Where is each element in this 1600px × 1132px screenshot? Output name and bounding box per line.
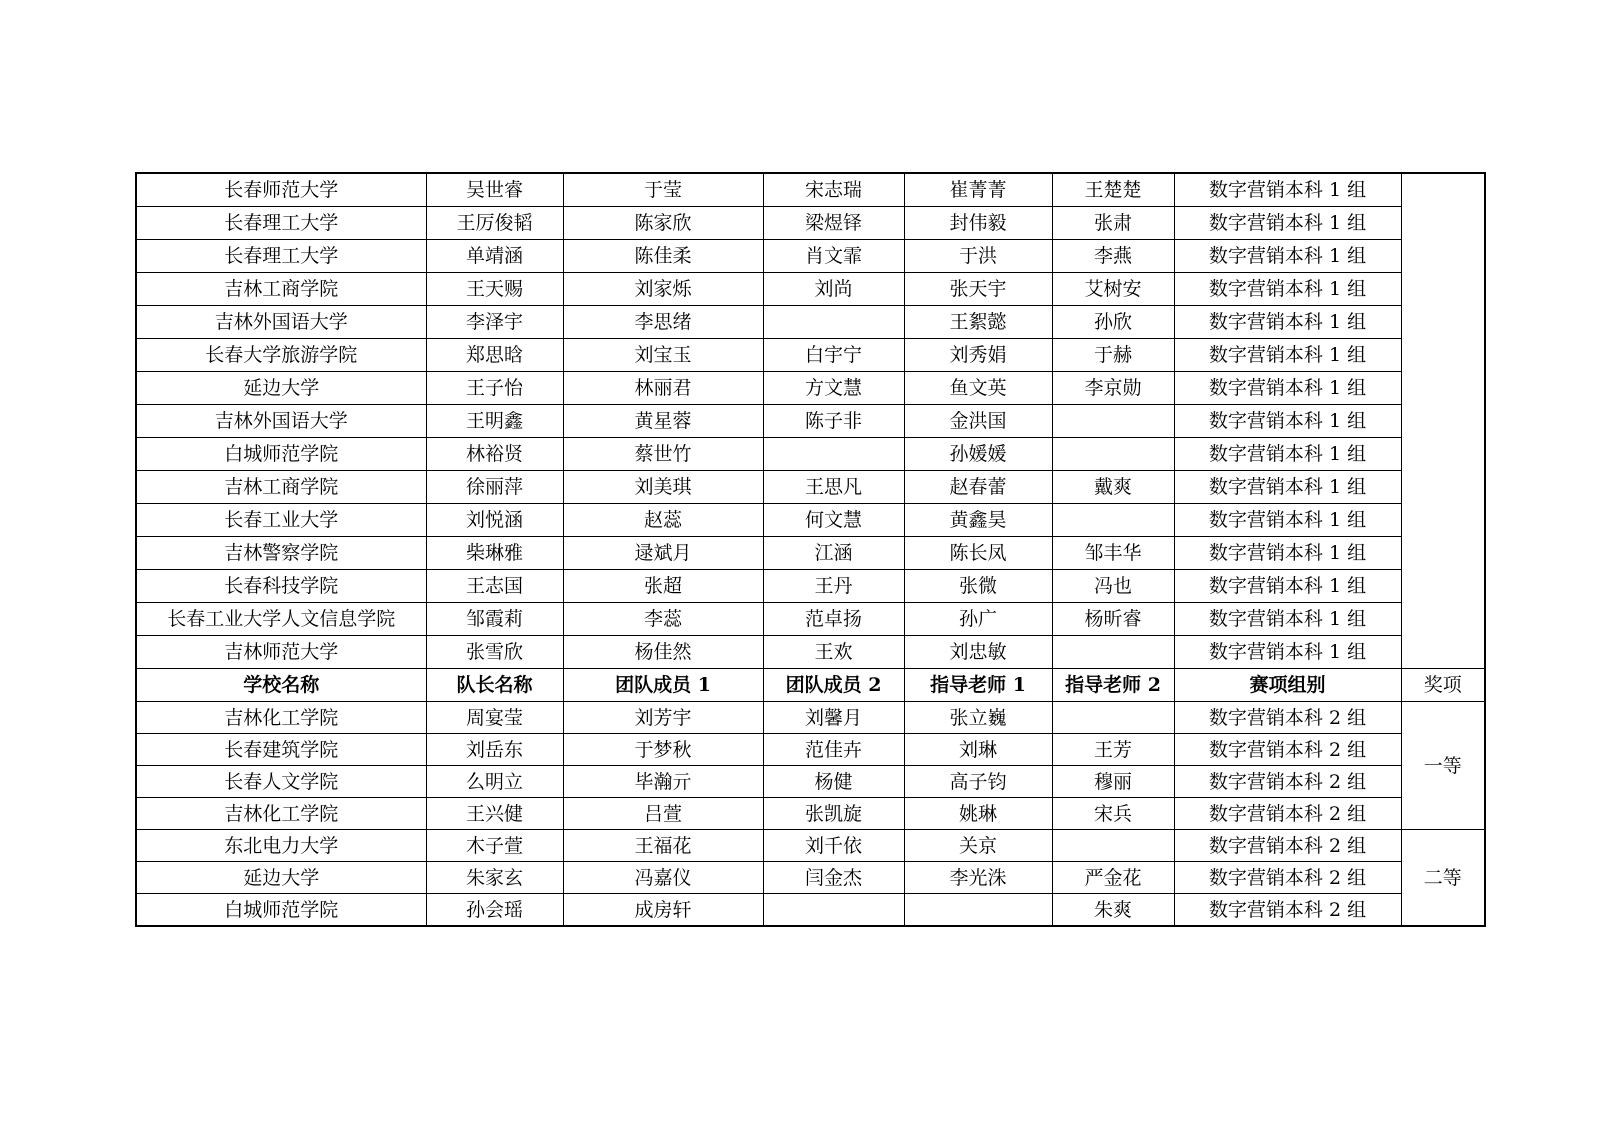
captain-cell: 吴世睿	[426, 173, 563, 207]
school-cell: 吉林工商学院	[136, 471, 426, 504]
table-row	[136, 766, 1485, 798]
group-cell: 数字营销本科 2 组	[1174, 830, 1401, 862]
advisor2-cell: 于赫	[1052, 339, 1174, 372]
member1-cell: 冯嘉仪	[563, 862, 763, 894]
captain-cell: 王子怡	[426, 372, 563, 405]
group-cell: 数字营销本科 1 组	[1174, 603, 1401, 636]
advisor1-cell: 张微	[904, 570, 1052, 603]
advisor1-cell: 高子钧	[904, 766, 1052, 798]
advisor2-cell: 孙欣	[1052, 306, 1174, 339]
advisor2-cell: 冯也	[1052, 570, 1174, 603]
captain-cell: 王厉俊韬	[426, 207, 563, 240]
captain-cell: 李泽宇	[426, 306, 563, 339]
advisor1-cell: 黄鑫昊	[904, 504, 1052, 537]
school-cell: 白城师范学院	[136, 438, 426, 471]
advisor1-cell: 陈长凤	[904, 537, 1052, 570]
school-cell: 吉林工商学院	[136, 273, 426, 306]
member1-cell: 张超	[563, 570, 763, 603]
school-cell: 吉林化工学院	[136, 798, 426, 830]
advisor2-cell	[1052, 438, 1174, 471]
group-cell: 数字营销本科 1 组	[1174, 339, 1401, 372]
header-row	[136, 669, 1485, 702]
table-row	[136, 405, 1485, 438]
table-row	[136, 504, 1485, 537]
table-row	[136, 306, 1485, 339]
member1-cell: 逯斌月	[563, 537, 763, 570]
group-cell: 数字营销本科 1 组	[1174, 504, 1401, 537]
member1-cell: 于莹	[563, 173, 763, 207]
table-row	[136, 702, 1485, 734]
advisor2-cell: 朱爽	[1052, 894, 1174, 927]
award-cell: 一等	[1401, 702, 1485, 830]
school-cell: 长春人文学院	[136, 766, 426, 798]
member2-cell: 肖文霏	[763, 240, 904, 273]
member1-cell: 林丽君	[563, 372, 763, 405]
table-row	[136, 240, 1485, 273]
award-results-table	[135, 172, 1486, 927]
school-cell: 延边大学	[136, 372, 426, 405]
member2-cell: 杨健	[763, 766, 904, 798]
advisor2-cell: 张肃	[1052, 207, 1174, 240]
advisor2-cell: 穆丽	[1052, 766, 1174, 798]
captain-cell: 王兴健	[426, 798, 563, 830]
member1-cell: 李蕊	[563, 603, 763, 636]
advisor1-cell: 封伟毅	[904, 207, 1052, 240]
group-cell: 数字营销本科 1 组	[1174, 537, 1401, 570]
captain-cell: 王志国	[426, 570, 563, 603]
group-cell: 数字营销本科 1 组	[1174, 240, 1401, 273]
advisor2-cell	[1052, 702, 1174, 734]
member1-cell: 陈佳柔	[563, 240, 763, 273]
table-row	[136, 894, 1485, 927]
group-cell: 数字营销本科 2 组	[1174, 862, 1401, 894]
captain-cell: 么明立	[426, 766, 563, 798]
member2-cell: 闫金杰	[763, 862, 904, 894]
advisor2-cell: 宋兵	[1052, 798, 1174, 830]
member2-cell: 刘千依	[763, 830, 904, 862]
table-row	[136, 862, 1485, 894]
table-row	[136, 537, 1485, 570]
advisor2-header: 指导老师 2	[1052, 669, 1174, 702]
member1-cell: 成房轩	[563, 894, 763, 927]
member2-cell	[763, 438, 904, 471]
member2-cell: 陈子非	[763, 405, 904, 438]
school-cell: 东北电力大学	[136, 830, 426, 862]
school-cell: 长春科技学院	[136, 570, 426, 603]
school-cell: 长春大学旅游学院	[136, 339, 426, 372]
advisor2-cell: 杨昕睿	[1052, 603, 1174, 636]
advisor2-cell: 王芳	[1052, 734, 1174, 766]
table-row	[136, 570, 1485, 603]
school-cell: 吉林化工学院	[136, 702, 426, 734]
school-cell: 长春师范大学	[136, 173, 426, 207]
advisor2-cell: 李京勋	[1052, 372, 1174, 405]
member2-cell: 刘尚	[763, 273, 904, 306]
school-cell: 长春理工大学	[136, 207, 426, 240]
group-cell: 数字营销本科 1 组	[1174, 273, 1401, 306]
member2-cell	[763, 306, 904, 339]
school-cell: 长春建筑学院	[136, 734, 426, 766]
member2-cell	[763, 894, 904, 927]
captain-cell: 邹霞莉	[426, 603, 563, 636]
table-row	[136, 438, 1485, 471]
group-cell: 数字营销本科 2 组	[1174, 734, 1401, 766]
member1-cell: 毕瀚亓	[563, 766, 763, 798]
captain-cell: 柴琳雅	[426, 537, 563, 570]
member2-cell: 宋志瑞	[763, 173, 904, 207]
advisor2-cell: 严金花	[1052, 862, 1174, 894]
advisor1-cell: 鱼文英	[904, 372, 1052, 405]
group-cell: 数字营销本科 1 组	[1174, 471, 1401, 504]
captain-cell: 木子萱	[426, 830, 563, 862]
captain-cell: 周宴莹	[426, 702, 563, 734]
school-cell: 长春工业大学	[136, 504, 426, 537]
captain-cell: 王天赐	[426, 273, 563, 306]
award-cell: 二等	[1401, 830, 1485, 927]
member1-cell: 赵蕊	[563, 504, 763, 537]
member1-cell: 陈家欣	[563, 207, 763, 240]
member2-cell: 范卓扬	[763, 603, 904, 636]
advisor1-cell: 孙媛媛	[904, 438, 1052, 471]
member2-cell: 范佳卉	[763, 734, 904, 766]
table-row	[136, 471, 1485, 504]
school-cell: 白城师范学院	[136, 894, 426, 927]
member2-cell: 王丹	[763, 570, 904, 603]
member2-cell: 张凯旋	[763, 798, 904, 830]
table-row	[136, 830, 1485, 862]
table-row	[136, 603, 1485, 636]
member2-cell: 梁煜铎	[763, 207, 904, 240]
school-cell: 长春工业大学人文信息学院	[136, 603, 426, 636]
member2-cell: 江涵	[763, 537, 904, 570]
advisor1-header: 指导老师 1	[904, 669, 1052, 702]
group-cell: 数字营销本科 2 组	[1174, 702, 1401, 734]
table-row	[136, 273, 1485, 306]
group-cell: 数字营销本科 1 组	[1174, 438, 1401, 471]
table-row	[136, 173, 1485, 207]
school-cell: 长春理工大学	[136, 240, 426, 273]
group-header: 赛项组别	[1174, 669, 1401, 702]
advisor1-cell: 张立巍	[904, 702, 1052, 734]
captain-cell: 王明鑫	[426, 405, 563, 438]
member1-cell: 李思绪	[563, 306, 763, 339]
school-cell: 吉林外国语大学	[136, 306, 426, 339]
advisor1-cell: 孙广	[904, 603, 1052, 636]
member2-cell: 方文慧	[763, 372, 904, 405]
member1-cell: 杨佳然	[563, 636, 763, 669]
member2-cell: 王思凡	[763, 471, 904, 504]
captain-cell: 张雪欣	[426, 636, 563, 669]
table-row	[136, 798, 1485, 830]
advisor2-cell	[1052, 504, 1174, 537]
captain-cell: 郑思晗	[426, 339, 563, 372]
advisor2-cell	[1052, 830, 1174, 862]
captain-cell: 朱家玄	[426, 862, 563, 894]
member1-cell: 刘宝玉	[563, 339, 763, 372]
advisor1-cell: 崔菁菁	[904, 173, 1052, 207]
advisor2-cell	[1052, 636, 1174, 669]
captain-cell: 林裕贤	[426, 438, 563, 471]
advisor1-cell: 姚琳	[904, 798, 1052, 830]
member1-cell: 刘美琪	[563, 471, 763, 504]
member1-cell: 黄星蓉	[563, 405, 763, 438]
captain-cell: 单靖涵	[426, 240, 563, 273]
member2-cell: 刘馨月	[763, 702, 904, 734]
captain-cell: 孙会瑶	[426, 894, 563, 927]
group-cell: 数字营销本科 1 组	[1174, 405, 1401, 438]
advisor2-cell: 邹丰华	[1052, 537, 1174, 570]
advisor1-cell: 刘琳	[904, 734, 1052, 766]
advisor1-cell: 刘忠敏	[904, 636, 1052, 669]
advisor2-cell: 王楚楚	[1052, 173, 1174, 207]
group-cell: 数字营销本科 1 组	[1174, 372, 1401, 405]
group-cell: 数字营销本科 1 组	[1174, 636, 1401, 669]
table-row	[136, 636, 1485, 669]
member1-cell: 吕萱	[563, 798, 763, 830]
member1-cell: 王福花	[563, 830, 763, 862]
group-cell: 数字营销本科 2 组	[1174, 894, 1401, 927]
advisor1-cell: 金洪国	[904, 405, 1052, 438]
advisor1-cell	[904, 894, 1052, 927]
table-row	[136, 734, 1485, 766]
captain-header: 队长名称	[426, 669, 563, 702]
group-cell: 数字营销本科 1 组	[1174, 207, 1401, 240]
award-cell	[1401, 173, 1485, 669]
group-cell: 数字营销本科 2 组	[1174, 798, 1401, 830]
captain-cell: 徐丽萍	[426, 471, 563, 504]
member1-cell: 蔡世竹	[563, 438, 763, 471]
member2-cell: 白宇宁	[763, 339, 904, 372]
advisor2-cell: 艾树安	[1052, 273, 1174, 306]
member2-cell: 王欢	[763, 636, 904, 669]
member1-header: 团队成员 1	[563, 669, 763, 702]
school-cell: 延边大学	[136, 862, 426, 894]
captain-cell: 刘岳东	[426, 734, 563, 766]
advisor1-cell: 关京	[904, 830, 1052, 862]
advisor1-cell: 刘秀娟	[904, 339, 1052, 372]
school-header: 学校名称	[136, 669, 426, 702]
captain-cell: 刘悦涵	[426, 504, 563, 537]
group-cell: 数字营销本科 1 组	[1174, 173, 1401, 207]
group-cell: 数字营销本科 2 组	[1174, 766, 1401, 798]
advisor1-cell: 李光洙	[904, 862, 1052, 894]
member1-cell: 刘家烁	[563, 273, 763, 306]
member1-cell: 于梦秋	[563, 734, 763, 766]
table-row	[136, 372, 1485, 405]
school-cell: 吉林师范大学	[136, 636, 426, 669]
advisor2-cell: 李燕	[1052, 240, 1174, 273]
award-header: 奖项	[1401, 669, 1485, 702]
advisor1-cell: 于洪	[904, 240, 1052, 273]
advisor1-cell: 王絮懿	[904, 306, 1052, 339]
advisor2-cell: 戴爽	[1052, 471, 1174, 504]
table-row	[136, 339, 1485, 372]
group-cell: 数字营销本科 1 组	[1174, 306, 1401, 339]
group-cell: 数字营销本科 1 组	[1174, 570, 1401, 603]
member2-cell: 何文慧	[763, 504, 904, 537]
school-cell: 吉林警察学院	[136, 537, 426, 570]
member1-cell: 刘芳宇	[563, 702, 763, 734]
advisor1-cell: 张天宇	[904, 273, 1052, 306]
advisor1-cell: 赵春蕾	[904, 471, 1052, 504]
advisor2-cell	[1052, 405, 1174, 438]
table-row	[136, 207, 1485, 240]
school-cell: 吉林外国语大学	[136, 405, 426, 438]
member2-header: 团队成员 2	[763, 669, 904, 702]
